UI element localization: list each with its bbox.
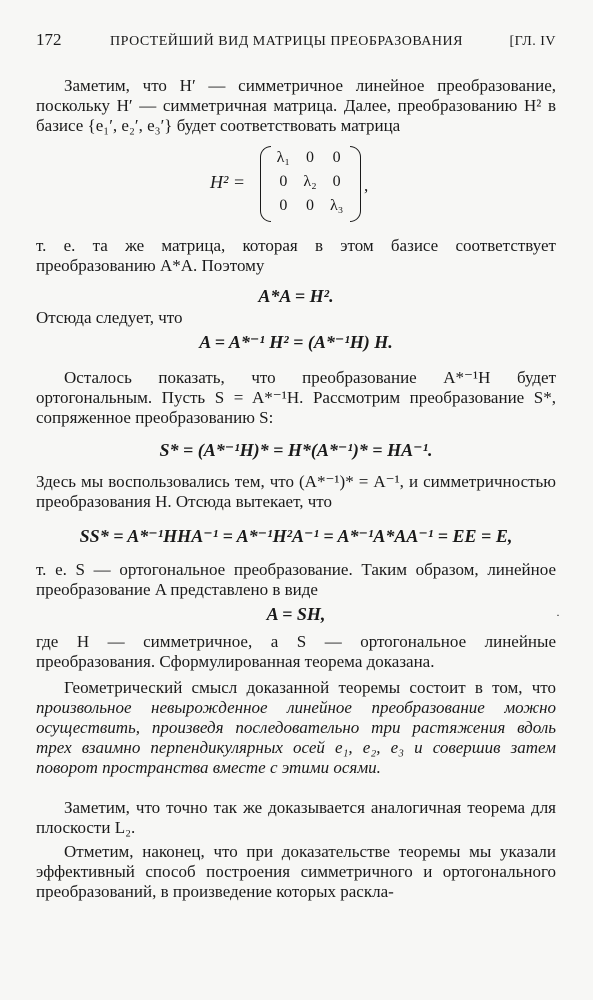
right-paren-icon — [350, 146, 361, 222]
matrix-grid — [270, 148, 350, 216]
paragraph-5: Здесь мы воспользовались тем, что (A*⁻¹)* = A⁻¹, и симметричностью преобразования H. Отсюда вытекает, что — [36, 472, 556, 511]
paragraph-1: Заметим, что H′ — симметричное линейное преобразование, поскольку H′ — симметричная матрица. Далее, преобразованию H² в базисе {e₁′, e₂′, e₃′} будет соответствовать матрица — [36, 76, 556, 135]
matrix-cell: 0 — [332, 173, 341, 190]
paragraph-8-text: Геометрический смысл доказанной теоремы состоит в том, что — [64, 678, 556, 697]
paragraph-7: где H — симметричное, а S — ортогональное линейные преобразования. Сформулированная теорема доказана. — [36, 632, 556, 671]
paragraph-4: Осталось показать, что преобразование A*⁻¹H будет ортогональным. Пусть S = A*⁻¹H. Рассмотрим преобразование S*, сопряженное преобразованию S: — [36, 368, 556, 427]
matrix-cell: λ₁ — [276, 149, 290, 166]
matrix-cell: 0 — [305, 149, 314, 166]
formula-1: A*A = H². — [258, 286, 334, 306]
matrix-cell: λ₂ — [303, 173, 317, 190]
matrix-cell: 0 — [279, 197, 288, 214]
formula-5: A = SH, — [266, 604, 326, 624]
speck-mark: · — [556, 608, 560, 622]
matrix-cell: 0 — [332, 149, 341, 166]
formula-3: S* = (A*⁻¹H)* = H*(A*⁻¹)* = HA⁻¹. — [159, 440, 433, 460]
running-header — [36, 30, 556, 52]
matrix-cell: λ₃ — [329, 197, 344, 214]
paragraph-3: Отсюда следует, что — [36, 308, 183, 327]
matrix-lhs: H² = — [210, 172, 246, 192]
paragraph-6: т. е. S — ортогональное преобразование. Таким образом, линейное преобразование A представлено в виде — [36, 560, 556, 599]
paragraph-2: т. е. та же матрица, которая в этом базисе соответствует преобразованию A*A. Поэтому — [36, 236, 556, 275]
formula-2: A = A*⁻¹ H² = (A*⁻¹H) H. — [199, 332, 393, 352]
paragraph-10: Отметим, наконец, что при доказательстве теоремы мы указали эффективный способ построения симметричного и ортогонального преобразований, в произведение которых раскла- — [36, 842, 556, 901]
matrix-trail: , — [364, 176, 369, 195]
matrix-equation — [210, 146, 380, 222]
page-number: 172 — [36, 30, 62, 49]
matrix-cell: 0 — [279, 173, 288, 190]
matrix-cell: 0 — [305, 197, 314, 214]
theorem-meaning-italic: произвольное невырожденное линейное преобразование можно осуществить, произведя последовательно три растяжения вдоль трех взаимно перпендикулярных осей e₁, e₂, e₃ и совершив затем поворот пространства вместе с этими осями. — [36, 698, 556, 777]
running-title: ПРОСТЕЙШИЙ ВИД МАТРИЦЫ ПРЕОБРАЗОВАНИЯ — [110, 34, 463, 49]
chapter-label: [ГЛ. IV — [509, 34, 556, 49]
paragraph-8 — [36, 678, 556, 778]
paragraph-9: Заметим, что точно так же доказывается аналогичная теорема для плоскости L₂. — [36, 798, 556, 837]
formula-4: SS* = A*⁻¹HHA⁻¹ = A*⁻¹H²A⁻¹ = A*⁻¹A*AA⁻¹ = EE = E, — [79, 526, 513, 546]
